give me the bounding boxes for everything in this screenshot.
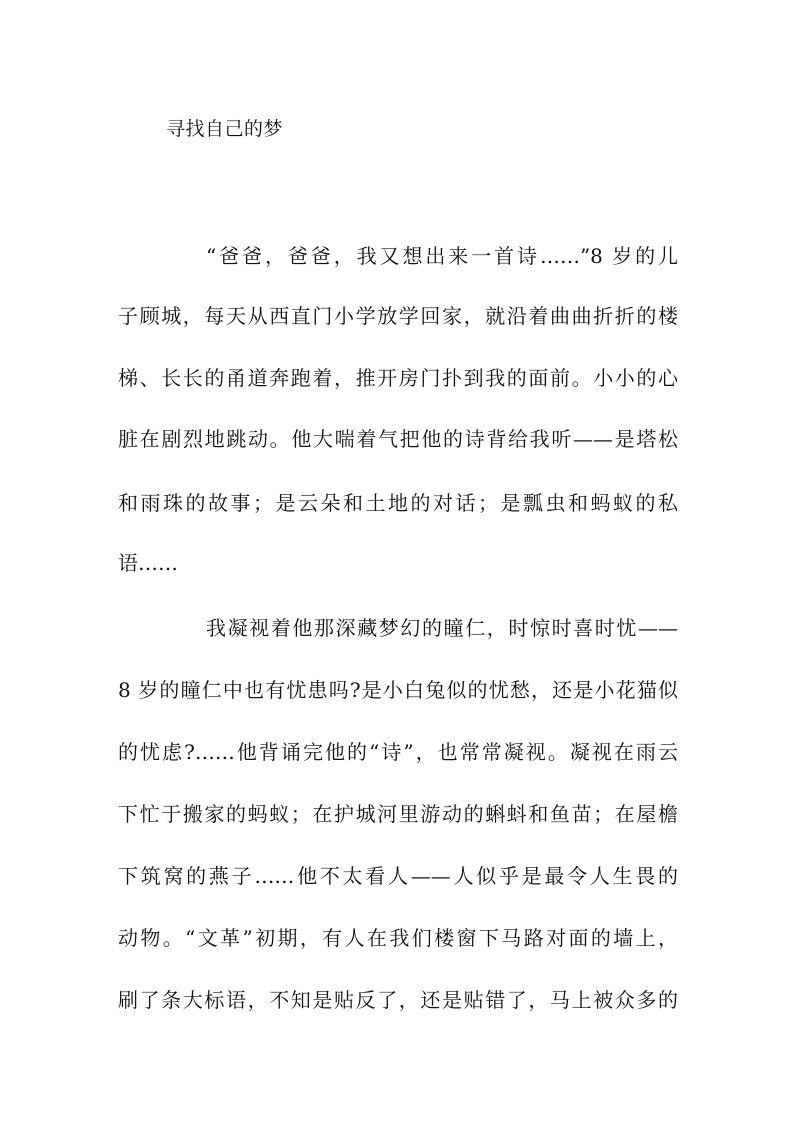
paragraph-line: 下筑窝的燕子……他不太看人——人似乎是最令人生畏的 (118, 864, 678, 888)
paragraph-line: 8 岁的瞳仁中也有忧患吗?是小白兔似的忧愁，还是小花猫似 (118, 678, 678, 702)
paragraph-line: 脏在剧烈地跳动。他大喘着气把他的诗背给我听——是塔松 (118, 427, 678, 451)
paragraph-line: 子顾城，每天从西直门小学放学回家，就沿着曲曲折折的楼 (118, 304, 678, 328)
paragraph-line: 动物。“文革”初期，有人在我们楼窗下马路对面的墙上， (118, 926, 678, 950)
paragraph-line: “爸爸，爸爸，我又想出来一首诗……”8 岁的儿 (206, 244, 678, 268)
document-title: 寻找自己的梦 (166, 118, 284, 140)
paragraph-line: 梯、长长的甬道奔跑着，推开房门扑到我的面前。小小的心 (118, 366, 678, 390)
paragraph-line: 的忧虑?……他背诵完他的“诗”，也常常凝视。凝视在雨云 (118, 740, 678, 764)
paragraph-line: 刷了条大标语，不知是贴反了，还是贴错了，马上被众多的 (118, 988, 678, 1012)
paragraph-line: 和雨珠的故事；是云朵和土地的对话；是瓢虫和蚂蚁的私 (118, 491, 678, 515)
paragraph-line: 语…… (118, 551, 178, 575)
paragraph-line: 我凝视着他那深藏梦幻的瞳仁，时惊时喜时忧—— (206, 616, 678, 640)
paragraph-line: 下忙于搬家的蚂蚁；在护城河里游动的蝌蚪和鱼苗；在屋檐 (118, 802, 678, 826)
